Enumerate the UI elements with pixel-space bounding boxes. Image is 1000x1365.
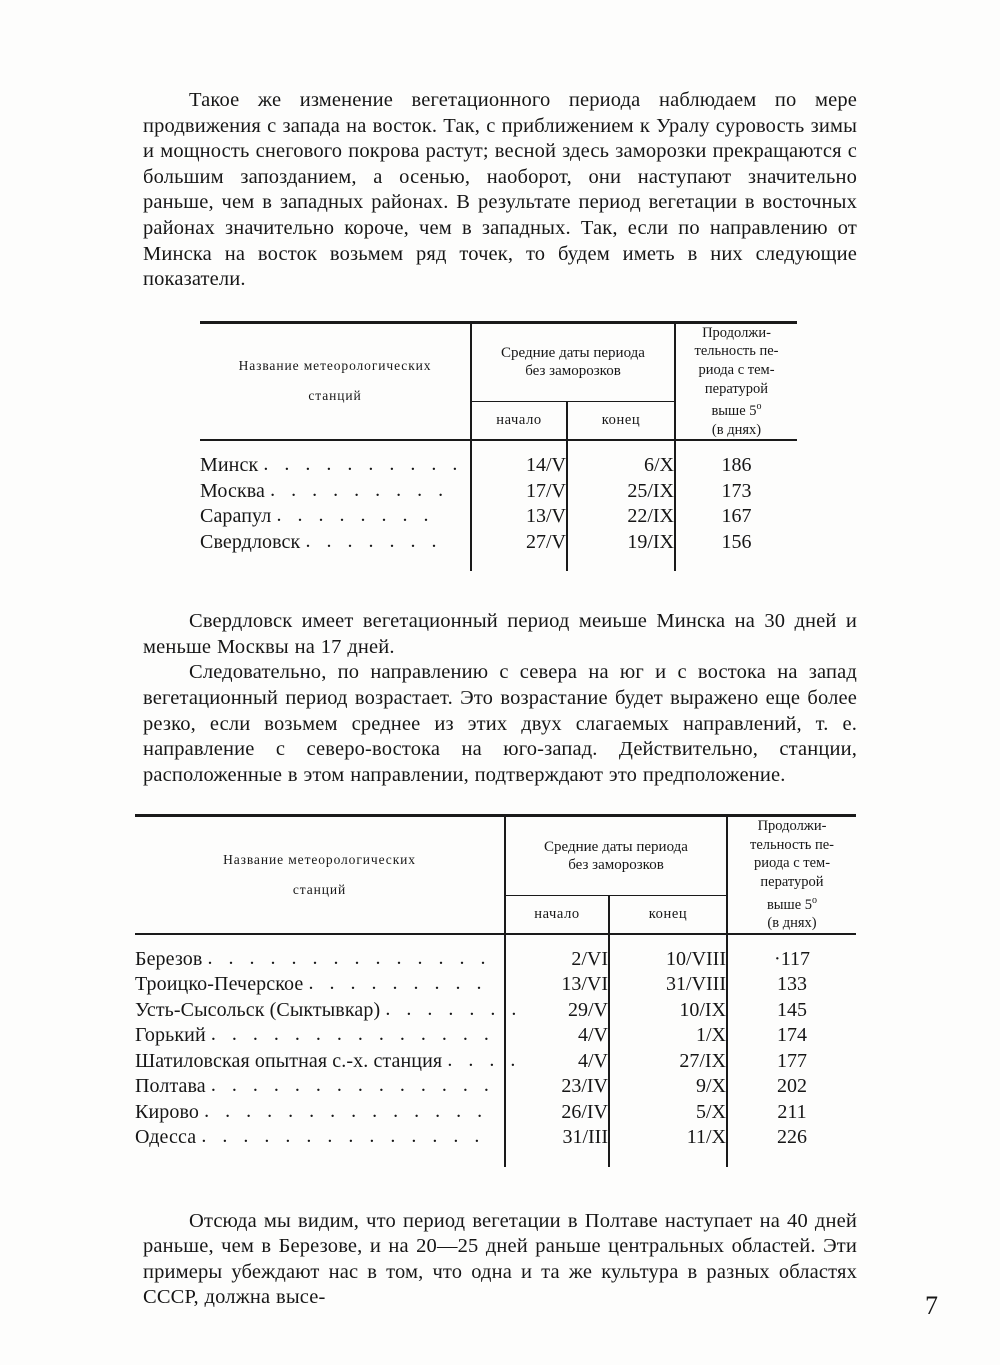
duration-header-line-3: риода с тем- — [698, 361, 775, 378]
duration-header-line-5: выше 5 — [711, 402, 757, 419]
table-2-cell-end: 10/IX — [609, 998, 727, 1024]
station-name: Минск — [200, 454, 259, 477]
table-2-cell-start: 4/V — [505, 1049, 609, 1075]
table-2-col-start-header: начало — [505, 895, 609, 933]
leader-dots: . . . . . . . . . — [308, 972, 487, 995]
table-2-cell-days: 202 — [727, 1074, 856, 1100]
table-2 — [135, 814, 856, 1166]
table-1-cell-end: 19/IX — [567, 530, 675, 556]
paragraph-1: Такое же изменение вегетационного периода наблюдаем по мере продвижения с запада на восток. Так, с приближением к Уралу суровость зимы и мощность снегового покрова растут; весной здесь заморозки прекращаются с большим запозданием, а осенью, наоборот, они наступают значительно раньше, чем в западных районах. В результате период вегетации в восточных районах значительно короче, чем в западных. Так, если по направлению от Минска на восток возьмем ряд точек, то будем иметь в них следующие показатели. — [143, 89, 857, 291]
leader-dots: . . . . . . . . — [276, 504, 434, 527]
table-row — [135, 998, 856, 1024]
station-header-line-1: Название метеорологических — [238, 358, 432, 374]
table-2-cell-end: 31/VIII — [609, 972, 727, 998]
table-row — [135, 1100, 856, 1126]
table-1-cell-days: 167 — [675, 504, 797, 530]
table-row — [200, 479, 797, 505]
table-1-head — [200, 322, 797, 441]
duration-header-line-1: Продолжи- — [757, 818, 827, 835]
table-1 — [200, 321, 797, 571]
table-row — [200, 504, 797, 530]
table-2-cell-start: 13/VI — [505, 972, 609, 998]
table-1-col-start-header: начало — [471, 402, 567, 440]
table-1-wrapper — [143, 321, 857, 571]
table-1-cell-end: 22/IX — [567, 504, 675, 530]
table-2-cell-station — [135, 1100, 505, 1126]
table-2-col-dates-header — [505, 817, 727, 895]
table-1-cell-days: 173 — [675, 479, 797, 505]
table-1-cell-end: 25/IX — [567, 479, 675, 505]
table-2-cell-station — [135, 947, 505, 973]
table-2-cell-days: 226 — [727, 1125, 856, 1151]
table-2-cell-days: 211 — [727, 1100, 856, 1126]
table-1-header-row — [200, 324, 797, 402]
station-name: Березов — [135, 947, 203, 970]
dates-header-line-2: без заморозков — [568, 857, 664, 874]
table-2-cell-station — [135, 972, 505, 998]
table-row — [135, 1023, 856, 1049]
table-2-col-station-header — [135, 817, 505, 933]
station-header-line-1: Название метеорологических — [223, 851, 416, 867]
station-name: Шатиловская опытная с.-х. станция — [135, 1049, 443, 1072]
table-1-col-station-header — [200, 324, 471, 440]
table-2-cell-days: 174 — [727, 1023, 856, 1049]
leader-dots: . . . . . . . . . . . . . . — [210, 1074, 495, 1097]
paragraph-2: Свердловск имеет вегетационный период меиьше Минска на 30 дней и меньше Москвы на 17 дней. — [143, 610, 857, 658]
station-name: Москва — [200, 479, 266, 502]
station-name: Свердловск — [200, 530, 301, 553]
station-name: Одесса — [135, 1126, 197, 1149]
duration-header-line-3: риода с тем- — [753, 855, 831, 872]
paragraph-4: Отсюда мы видим, что период вегетации в Полтаве наступает на 40 дней раньше, чем в Березове, и на 20—25 дней раньше центральных областей. Эти примеры убеждают нас в том, что одна и та же культура в разных областях СССР, должна высе- — [143, 1209, 857, 1309]
leader-dots: . . . . . . . . . . . . . . — [210, 1023, 495, 1046]
table-row — [135, 972, 856, 998]
table-1-cell-station — [200, 479, 471, 505]
table-2-cell-start: 29/V — [505, 998, 609, 1024]
leader-dots: . . . . . . . — [385, 997, 522, 1020]
table-1-col-duration-header — [675, 324, 797, 440]
duration-header-degree: о — [812, 894, 818, 906]
table-row — [135, 1074, 856, 1100]
table-2-cell-station — [135, 1074, 505, 1100]
leader-dots: . . . . . . . — [305, 529, 442, 552]
duration-header-line-2: тельность пе- — [749, 836, 835, 853]
table-2-cell-days: ·117 — [727, 947, 856, 973]
station-name: Горький — [135, 1024, 206, 1047]
station-name: Сарапул — [200, 505, 272, 528]
table-1-cell-days: 186 — [675, 453, 797, 479]
table-1-cell-start: 17/V — [471, 479, 567, 505]
station-header-line-2: станций — [308, 388, 362, 404]
table-2-cell-days: 145 — [727, 998, 856, 1024]
table-1-col-end-header: конец — [567, 402, 675, 440]
table-2-cell-end: 27/IX — [609, 1049, 727, 1075]
table-1-cell-end: 6/X — [567, 453, 675, 479]
leader-dots: . . . . . . . . . . . . . . — [201, 1125, 485, 1148]
table-2-col-end-header: конец — [609, 895, 727, 933]
table-1-cell-station — [200, 453, 471, 479]
leader-dots: . . . . . . . . . . — [263, 453, 463, 476]
table-2-header-row — [135, 817, 856, 895]
table-2-cell-end: 5/X — [609, 1100, 727, 1126]
table-1-cell-days: 156 — [675, 530, 797, 556]
table-2-cell-end: 10/VIII — [609, 947, 727, 973]
table-2-cell-end: 11/X — [609, 1125, 727, 1151]
duration-header-line-4: пературой — [760, 874, 824, 891]
table-row — [135, 947, 856, 973]
leader-dots: . . . . . . . . . — [270, 478, 449, 501]
duration-header-degree: о — [756, 401, 762, 413]
duration-header-line-4: пературой — [704, 380, 769, 397]
table-row — [135, 1125, 856, 1151]
duration-header-line-6: (в днях) — [711, 421, 762, 438]
table-row — [200, 530, 797, 556]
duration-header-line-1: Продолжи- — [702, 324, 771, 341]
table-1-cell-start: 14/V — [471, 453, 567, 479]
table-1-cell-station — [200, 504, 471, 530]
table-2-cell-start: 4/V — [505, 1023, 609, 1049]
table-2-cell-days: 133 — [727, 972, 856, 998]
station-name: Кирово — [135, 1100, 199, 1123]
table-1-body — [200, 441, 797, 571]
station-header-line-2: станций — [292, 881, 347, 897]
table-2-head — [135, 816, 856, 935]
paragraph-3: Следовательно, по направлению с севера на юг и с востока на запад вегетационный период возрастает. Это возрастание будет выражено еще более резко, если возьмем среднее из этих двух слагаемых направлений, т. е. направление с северо-востока на юго-запад. Действительно, станции, расположенные в этом направлении, подтверждают это предположение. — [143, 661, 857, 786]
table-2-cell-start: 23/IV — [505, 1074, 609, 1100]
table-2-cell-start: 26/IV — [505, 1100, 609, 1126]
table-1-col-dates-header — [471, 324, 675, 402]
table-2-cell-start: 31/III — [505, 1125, 609, 1151]
leader-dots: . . . . . . . . . . . . . . — [207, 946, 492, 969]
table-row — [200, 453, 797, 479]
table-1-cell-station — [200, 530, 471, 556]
duration-header-line-5: выше 5 — [766, 896, 813, 913]
table-2-cell-station — [135, 1125, 505, 1151]
duration-header-line-2: тельность пе- — [694, 343, 779, 360]
page-content — [135, 88, 857, 1311]
table-2-cell-start: 2/VI — [505, 947, 609, 973]
leader-dots: . . . . . . . . . . . . . . — [204, 1099, 488, 1122]
station-name: Троицко-Печерское — [135, 973, 304, 996]
table-1-cell-start: 13/V — [471, 504, 567, 530]
table-row — [135, 1049, 856, 1075]
dates-header-line-1: Средние даты периода — [501, 344, 645, 361]
station-name: Полтава — [135, 1075, 206, 1098]
table-1-cell-start: 27/V — [471, 530, 567, 556]
table-2-cell-end: 9/X — [609, 1074, 727, 1100]
table-2-cell-station — [135, 1048, 521, 1075]
table-2-cell-station — [135, 997, 522, 1024]
table-2-cell-end: 1/X — [609, 1023, 727, 1049]
table-2-cell-days: 177 — [727, 1049, 856, 1075]
table-2-wrapper — [135, 814, 857, 1166]
dates-header-line-2: без заморозков — [525, 363, 621, 380]
table-2-cell-station — [135, 1023, 505, 1049]
duration-header-line-6: (в днях) — [767, 915, 817, 932]
station-name: Усть-Сысольск (Сыктывкар) — [135, 998, 381, 1021]
page-number: 7 — [925, 1291, 938, 1320]
table-2-body — [135, 935, 856, 1167]
dates-header-line-1: Средние даты периода — [544, 838, 688, 855]
leader-dots: . . . . — [447, 1048, 521, 1071]
table-2-col-duration-header — [727, 817, 856, 933]
